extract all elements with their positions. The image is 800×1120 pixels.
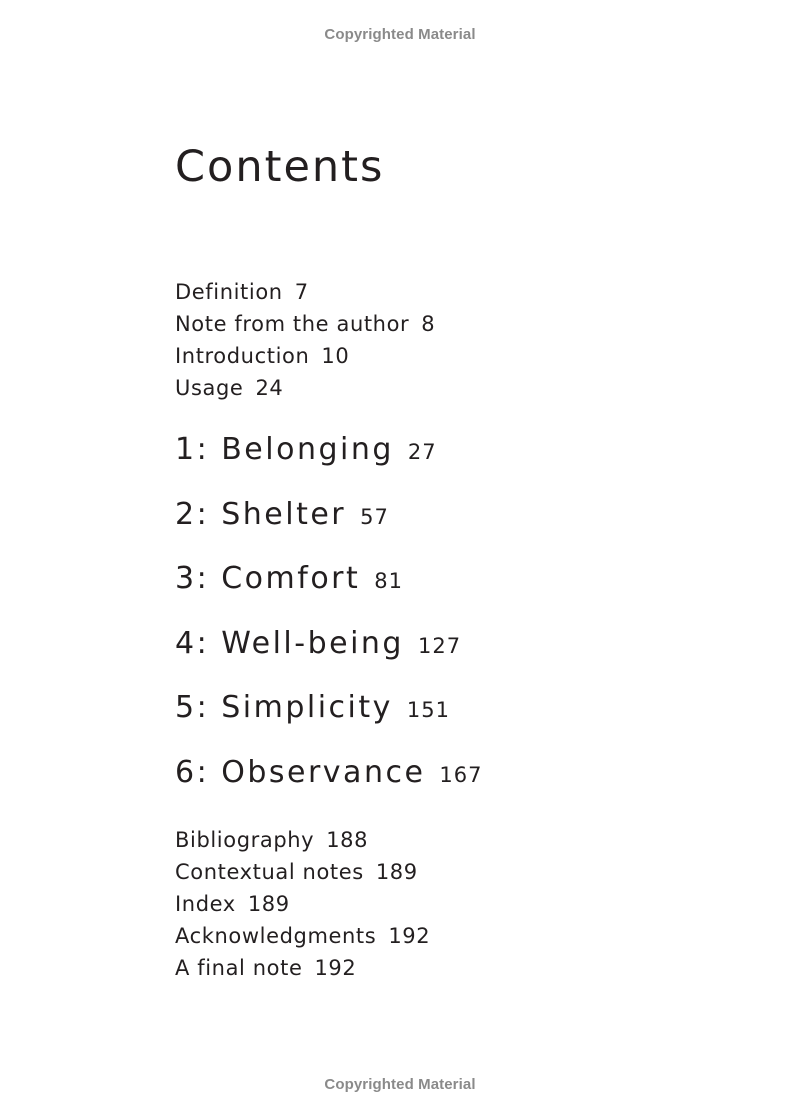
watermark-top: Copyrighted Material (324, 26, 476, 43)
toc-entry-label: Introduction (175, 344, 310, 368)
front-matter-list (175, 276, 435, 404)
toc-entry-page: 7 (294, 280, 309, 304)
toc-entry-page: 24 (255, 376, 284, 400)
toc-entry-introduction[interactable] (175, 340, 435, 372)
toc-entry-page: 10 (321, 344, 350, 368)
toc-entry-a-final-note[interactable] (175, 952, 430, 984)
toc-entry-label: Note from the author (175, 312, 410, 336)
toc-entry-definition[interactable] (175, 276, 435, 308)
toc-entry-contextual-notes[interactable] (175, 856, 430, 888)
toc-entry-page: 192 (388, 924, 431, 948)
chapter-page: 127 (417, 633, 462, 658)
chapter-page: 57 (360, 504, 389, 529)
toc-entry-label: Usage (175, 376, 244, 400)
chapter-label: 2: Shelter (175, 496, 347, 532)
toc-entry-label: Contextual notes (175, 860, 364, 884)
chapter-page: 151 (406, 698, 450, 722)
chapter-label: 1: Belonging (175, 432, 394, 467)
chapter-page: 27 (407, 440, 437, 464)
chapter-page: 167 (439, 762, 483, 787)
chapter-label: 3: Comfort (175, 561, 361, 596)
page-title: Contents (175, 142, 385, 192)
toc-entry-bibliography[interactable] (175, 824, 430, 856)
toc-entry-label: Bibliography (175, 828, 315, 852)
chapter-entry-simplicity[interactable] (175, 686, 483, 751)
chapter-page: 81 (374, 569, 404, 593)
chapter-entry-comfort[interactable] (175, 557, 483, 622)
chapter-entry-well-being[interactable] (175, 622, 483, 687)
toc-entry-page: 188 (326, 828, 369, 852)
back-matter-list (175, 824, 430, 984)
toc-entry-label: A final note (175, 956, 303, 980)
chapter-list (175, 428, 483, 815)
toc-entry-label: Index (175, 892, 236, 916)
chapter-label: 5: Simplicity (175, 690, 393, 725)
chapter-entry-observance[interactable] (175, 751, 483, 816)
toc-entry-page: 192 (314, 956, 357, 980)
chapter-label: 6: Observance (175, 754, 426, 790)
toc-entry-usage[interactable] (175, 372, 435, 404)
toc-entry-page: 8 (421, 312, 436, 336)
toc-entry-page: 189 (375, 860, 418, 884)
watermark-bottom: Copyrighted Material (324, 1076, 476, 1093)
toc-entry-label: Definition (175, 280, 283, 304)
toc-entry-index[interactable] (175, 888, 430, 920)
chapter-label: 4: Well-being (175, 625, 404, 661)
chapter-entry-shelter[interactable] (175, 493, 483, 558)
toc-entry-label: Acknowledgments (175, 924, 377, 948)
toc-entry-note-from-author[interactable] (175, 308, 435, 340)
chapter-entry-belonging[interactable] (175, 428, 483, 493)
toc-entry-page: 189 (247, 892, 290, 916)
toc-entry-acknowledgments[interactable] (175, 920, 430, 952)
